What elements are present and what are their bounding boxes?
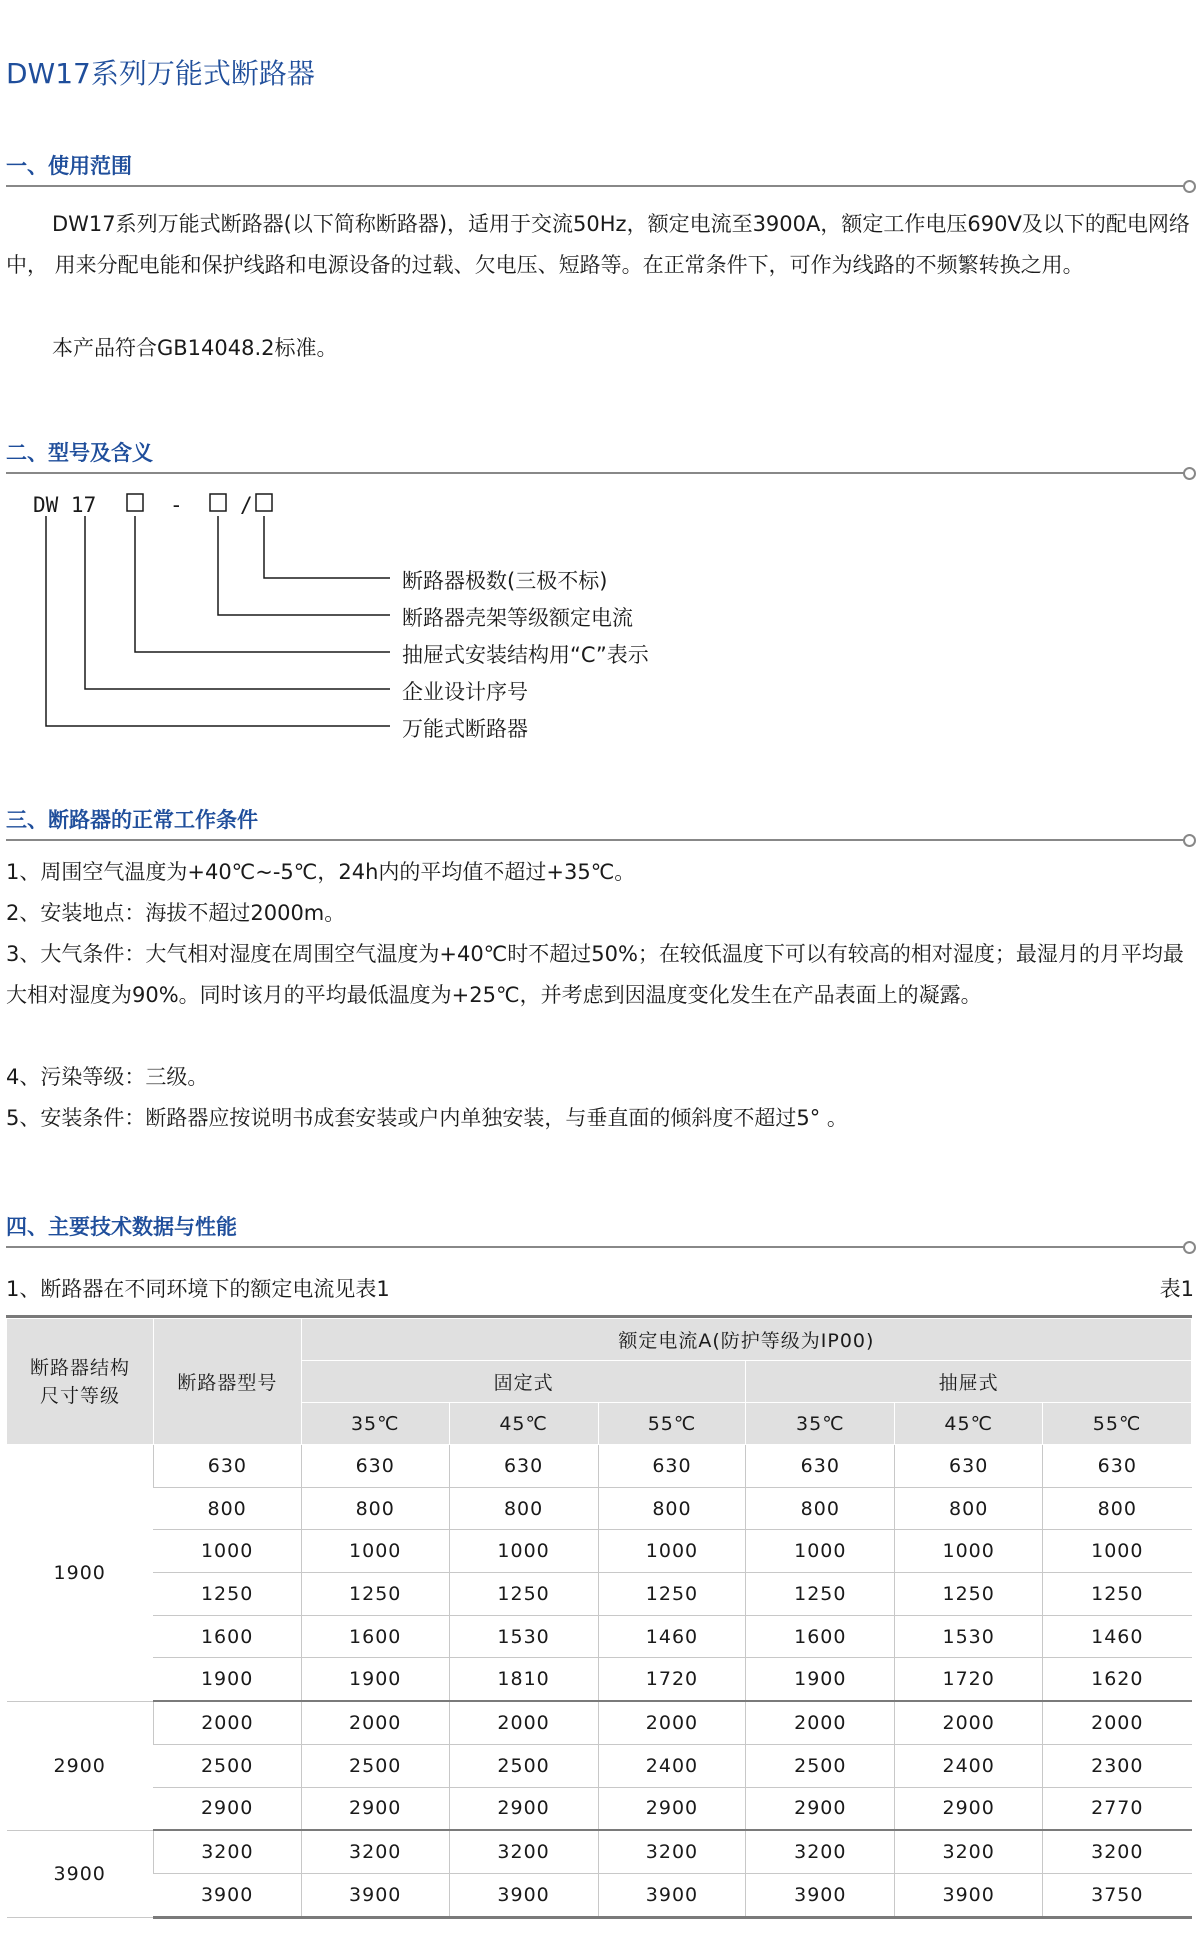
rated-current-cell: 3200: [598, 1830, 746, 1873]
rated-current-cell: 1900: [301, 1658, 449, 1701]
rated-current-cell: 3200: [449, 1830, 598, 1873]
standard-paragraph: 本产品符合GB14048.2标准。: [52, 336, 338, 360]
model-explanation-design-no: 企业设计序号: [402, 680, 528, 704]
rated-current-cell: 3900: [895, 1873, 1043, 1917]
model-explanation-frame-current: 断路器壳架等级额定电流: [402, 606, 633, 630]
rated-current-cell: 3900: [449, 1873, 598, 1917]
rated-current-cell: 1460: [598, 1615, 746, 1658]
condition-item: 3、大气条件：大气相对湿度在周围空气温度为+40℃时不超过50%；在较低温度下可以有较高的相对湿度；最湿月的月平均最大相对湿度为90%。同时该月的平均最低温度为+25℃，并考虑到因温度变化发生在产品表面上的凝露。: [6, 942, 1184, 1007]
condition-item: 2、安装地点：海拔不超过2000m。: [6, 901, 346, 925]
rated-current-cell: 1720: [598, 1658, 746, 1701]
rated-current-cell: 1460: [1043, 1615, 1192, 1658]
header-temp: 55℃: [598, 1403, 746, 1445]
rated-current-cell: 1250: [449, 1573, 598, 1616]
section-divider: [6, 472, 1184, 474]
table-title: 1、断路器在不同环境下的额定电流见表1: [6, 1277, 390, 1301]
model-cell: 800: [153, 1487, 301, 1530]
table-row: [7, 1445, 1192, 1488]
model-explanation-drawout: 抽屉式安装结构用“C”表示: [402, 643, 649, 667]
section-heading-conditions: 三、断路器的正常工作条件: [6, 808, 258, 832]
condition-item: 5、安装条件：断路器应按说明书成套安装或户内单独安装，与垂直面的倾斜度不超过5° 。: [6, 1106, 848, 1130]
rated-current-cell: 2900: [449, 1787, 598, 1830]
model-cell: 1000: [153, 1530, 301, 1573]
divider-end-dot: [1183, 1241, 1196, 1254]
model-cell: 2000: [153, 1701, 301, 1744]
rated-current-cell: 1620: [1043, 1658, 1192, 1701]
rated-current-cell: 1000: [301, 1530, 449, 1573]
rated-current-cell: 800: [598, 1487, 746, 1530]
header-temp: 55℃: [1043, 1403, 1192, 1445]
model-cell: 1600: [153, 1615, 301, 1658]
leader-line-poles: [264, 516, 390, 578]
leader-line-frame-current: [218, 516, 390, 615]
rated-current-cell: 3900: [598, 1873, 746, 1917]
section-divider: [6, 839, 1184, 841]
table-row: [7, 1487, 1192, 1530]
rated-current-cell: 2400: [895, 1744, 1043, 1787]
model-cell: 1900: [153, 1658, 301, 1701]
rated-current-cell: 2000: [1043, 1701, 1192, 1744]
rated-current-cell: 2900: [746, 1787, 895, 1830]
rated-current-cell: 3200: [746, 1830, 895, 1873]
rated-current-cell: 2000: [895, 1701, 1043, 1744]
model-code-box-3: [256, 494, 272, 511]
rated-current-cell: 3900: [301, 1873, 449, 1917]
rated-current-cell: 2900: [895, 1787, 1043, 1830]
table-label: 表1: [1159, 1277, 1194, 1301]
header-temp: 45℃: [895, 1403, 1043, 1445]
scope-paragraph: DW17系列万能式断路器(以下简称断路器)，适用于交流50Hz，额定电流至3900A，额定工作电压690V及以下的配电网络中， 用来分配电能和保护线路和电源设备的过载、欠电压、短路等。在正常条件下，可作为线路的不频繁转换之用。: [6, 212, 1190, 277]
header-temp: 45℃: [449, 1403, 598, 1445]
rated-current-cell: 3200: [301, 1830, 449, 1873]
divider-end-dot: [1183, 180, 1196, 193]
table-row: [7, 1744, 1192, 1787]
model-cell: 630: [153, 1445, 301, 1488]
model-cell: 2500: [153, 1744, 301, 1787]
rated-current-cell: 1250: [301, 1573, 449, 1616]
rated-current-cell: 800: [895, 1487, 1043, 1530]
section-heading-model: 二、型号及含义: [6, 441, 153, 465]
table-row: [7, 1573, 1192, 1616]
model-code-box-2: [210, 494, 226, 511]
table-row: [7, 1701, 1192, 1744]
rated-current-cell: 1250: [895, 1573, 1043, 1616]
model-cell: 3900: [153, 1873, 301, 1917]
rated-current-cell: 630: [1043, 1445, 1192, 1488]
rated-current-cell: 800: [746, 1487, 895, 1530]
model-explanation-poles: 断路器极数(三极不标): [402, 569, 608, 593]
rated-current-cell: 2900: [598, 1787, 746, 1830]
header-frame-size: 断路器结构尺寸等级: [7, 1319, 154, 1445]
divider-end-dot: [1183, 834, 1196, 847]
rated-current-cell: 1600: [746, 1615, 895, 1658]
rated-current-cell: 2770: [1043, 1787, 1192, 1830]
rated-current-cell: 3200: [1043, 1830, 1192, 1873]
rated-current-cell: 630: [598, 1445, 746, 1488]
section-divider: [6, 1246, 1184, 1248]
section-heading-scope: 一、使用范围: [6, 154, 132, 178]
rated-current-cell: 630: [449, 1445, 598, 1488]
header-temp: 35℃: [746, 1403, 895, 1445]
table-row: [7, 1658, 1192, 1701]
model-cell: 1250: [153, 1573, 301, 1616]
rated-current-cell: 2500: [301, 1744, 449, 1787]
rated-current-cell: 1530: [895, 1615, 1043, 1658]
leader-line-design-no: [85, 516, 390, 689]
model-code-diagram: [0, 480, 760, 750]
rated-current-cell: 1000: [449, 1530, 598, 1573]
frame-size-cell: 1900: [7, 1445, 154, 1702]
model-code-dash: -: [170, 493, 183, 517]
model-code-box-1: [127, 494, 143, 511]
rated-current-cell: 1810: [449, 1658, 598, 1701]
rated-current-cell: 3750: [1043, 1873, 1192, 1917]
rated-current-cell: 2000: [449, 1701, 598, 1744]
model-code-slash: /: [240, 493, 253, 517]
condition-item: 1、周围空气温度为+40℃~-5℃，24h内的平均值不超过+35℃。: [6, 860, 636, 884]
rated-current-cell: 2500: [449, 1744, 598, 1787]
divider-end-dot: [1183, 467, 1196, 480]
model-cell: 2900: [153, 1787, 301, 1830]
rated-current-cell: 1600: [301, 1615, 449, 1658]
frame-size-cell: 2900: [7, 1701, 154, 1830]
rated-current-cell: 1250: [598, 1573, 746, 1616]
header-model: 断路器型号: [153, 1319, 301, 1445]
rated-current-cell: 800: [449, 1487, 598, 1530]
rated-current-cell: 1000: [598, 1530, 746, 1573]
rated-current-cell: 630: [746, 1445, 895, 1488]
rated-current-table: [6, 1318, 1192, 1919]
table-row: [7, 1615, 1192, 1658]
model-cell: 3200: [153, 1830, 301, 1873]
frame-size-cell: 3900: [7, 1830, 154, 1917]
model-explanation-universal: 万能式断路器: [402, 717, 528, 741]
header-rated-current: 额定电流A(防护等级为IP00): [301, 1319, 1191, 1361]
rated-current-cell: 2000: [746, 1701, 895, 1744]
rated-current-cell: 800: [301, 1487, 449, 1530]
section-divider: [6, 185, 1184, 187]
rated-current-cell: 630: [301, 1445, 449, 1488]
leader-line-drawout: [135, 516, 390, 652]
rated-current-cell: 2500: [746, 1744, 895, 1787]
table-row: [7, 1830, 1192, 1873]
rated-current-cell: 3200: [895, 1830, 1043, 1873]
rated-current-cell: 1000: [746, 1530, 895, 1573]
model-code-prefix: DW 17: [33, 493, 97, 517]
rated-current-cell: 1250: [746, 1573, 895, 1616]
rated-current-cell: 2300: [1043, 1744, 1192, 1787]
rated-current-cell: 1000: [1043, 1530, 1192, 1573]
rated-current-cell: 2400: [598, 1744, 746, 1787]
rated-current-cell: 1530: [449, 1615, 598, 1658]
page-title: DW17系列万能式断路器: [6, 57, 315, 90]
rated-current-cell: 1250: [1043, 1573, 1192, 1616]
table-row: [7, 1873, 1192, 1917]
rated-current-cell: 3900: [746, 1873, 895, 1917]
rated-current-cell: 1720: [895, 1658, 1043, 1701]
rated-current-cell: 1900: [746, 1658, 895, 1701]
section-heading-technical-data: 四、主要技术数据与性能: [6, 1215, 237, 1239]
rated-current-cell: 1000: [895, 1530, 1043, 1573]
condition-item: 4、污染等级：三级。: [6, 1065, 209, 1089]
table-row: [7, 1787, 1192, 1830]
rated-current-cell: 800: [1043, 1487, 1192, 1530]
header-drawout: 抽屉式: [746, 1361, 1192, 1403]
rated-current-cell: 630: [895, 1445, 1043, 1488]
header-fixed: 固定式: [301, 1361, 746, 1403]
header-temp: 35℃: [301, 1403, 449, 1445]
table-row: [7, 1530, 1192, 1573]
rated-current-cell: 2000: [301, 1701, 449, 1744]
rated-current-cell: 2900: [301, 1787, 449, 1830]
rated-current-cell: 2000: [598, 1701, 746, 1744]
